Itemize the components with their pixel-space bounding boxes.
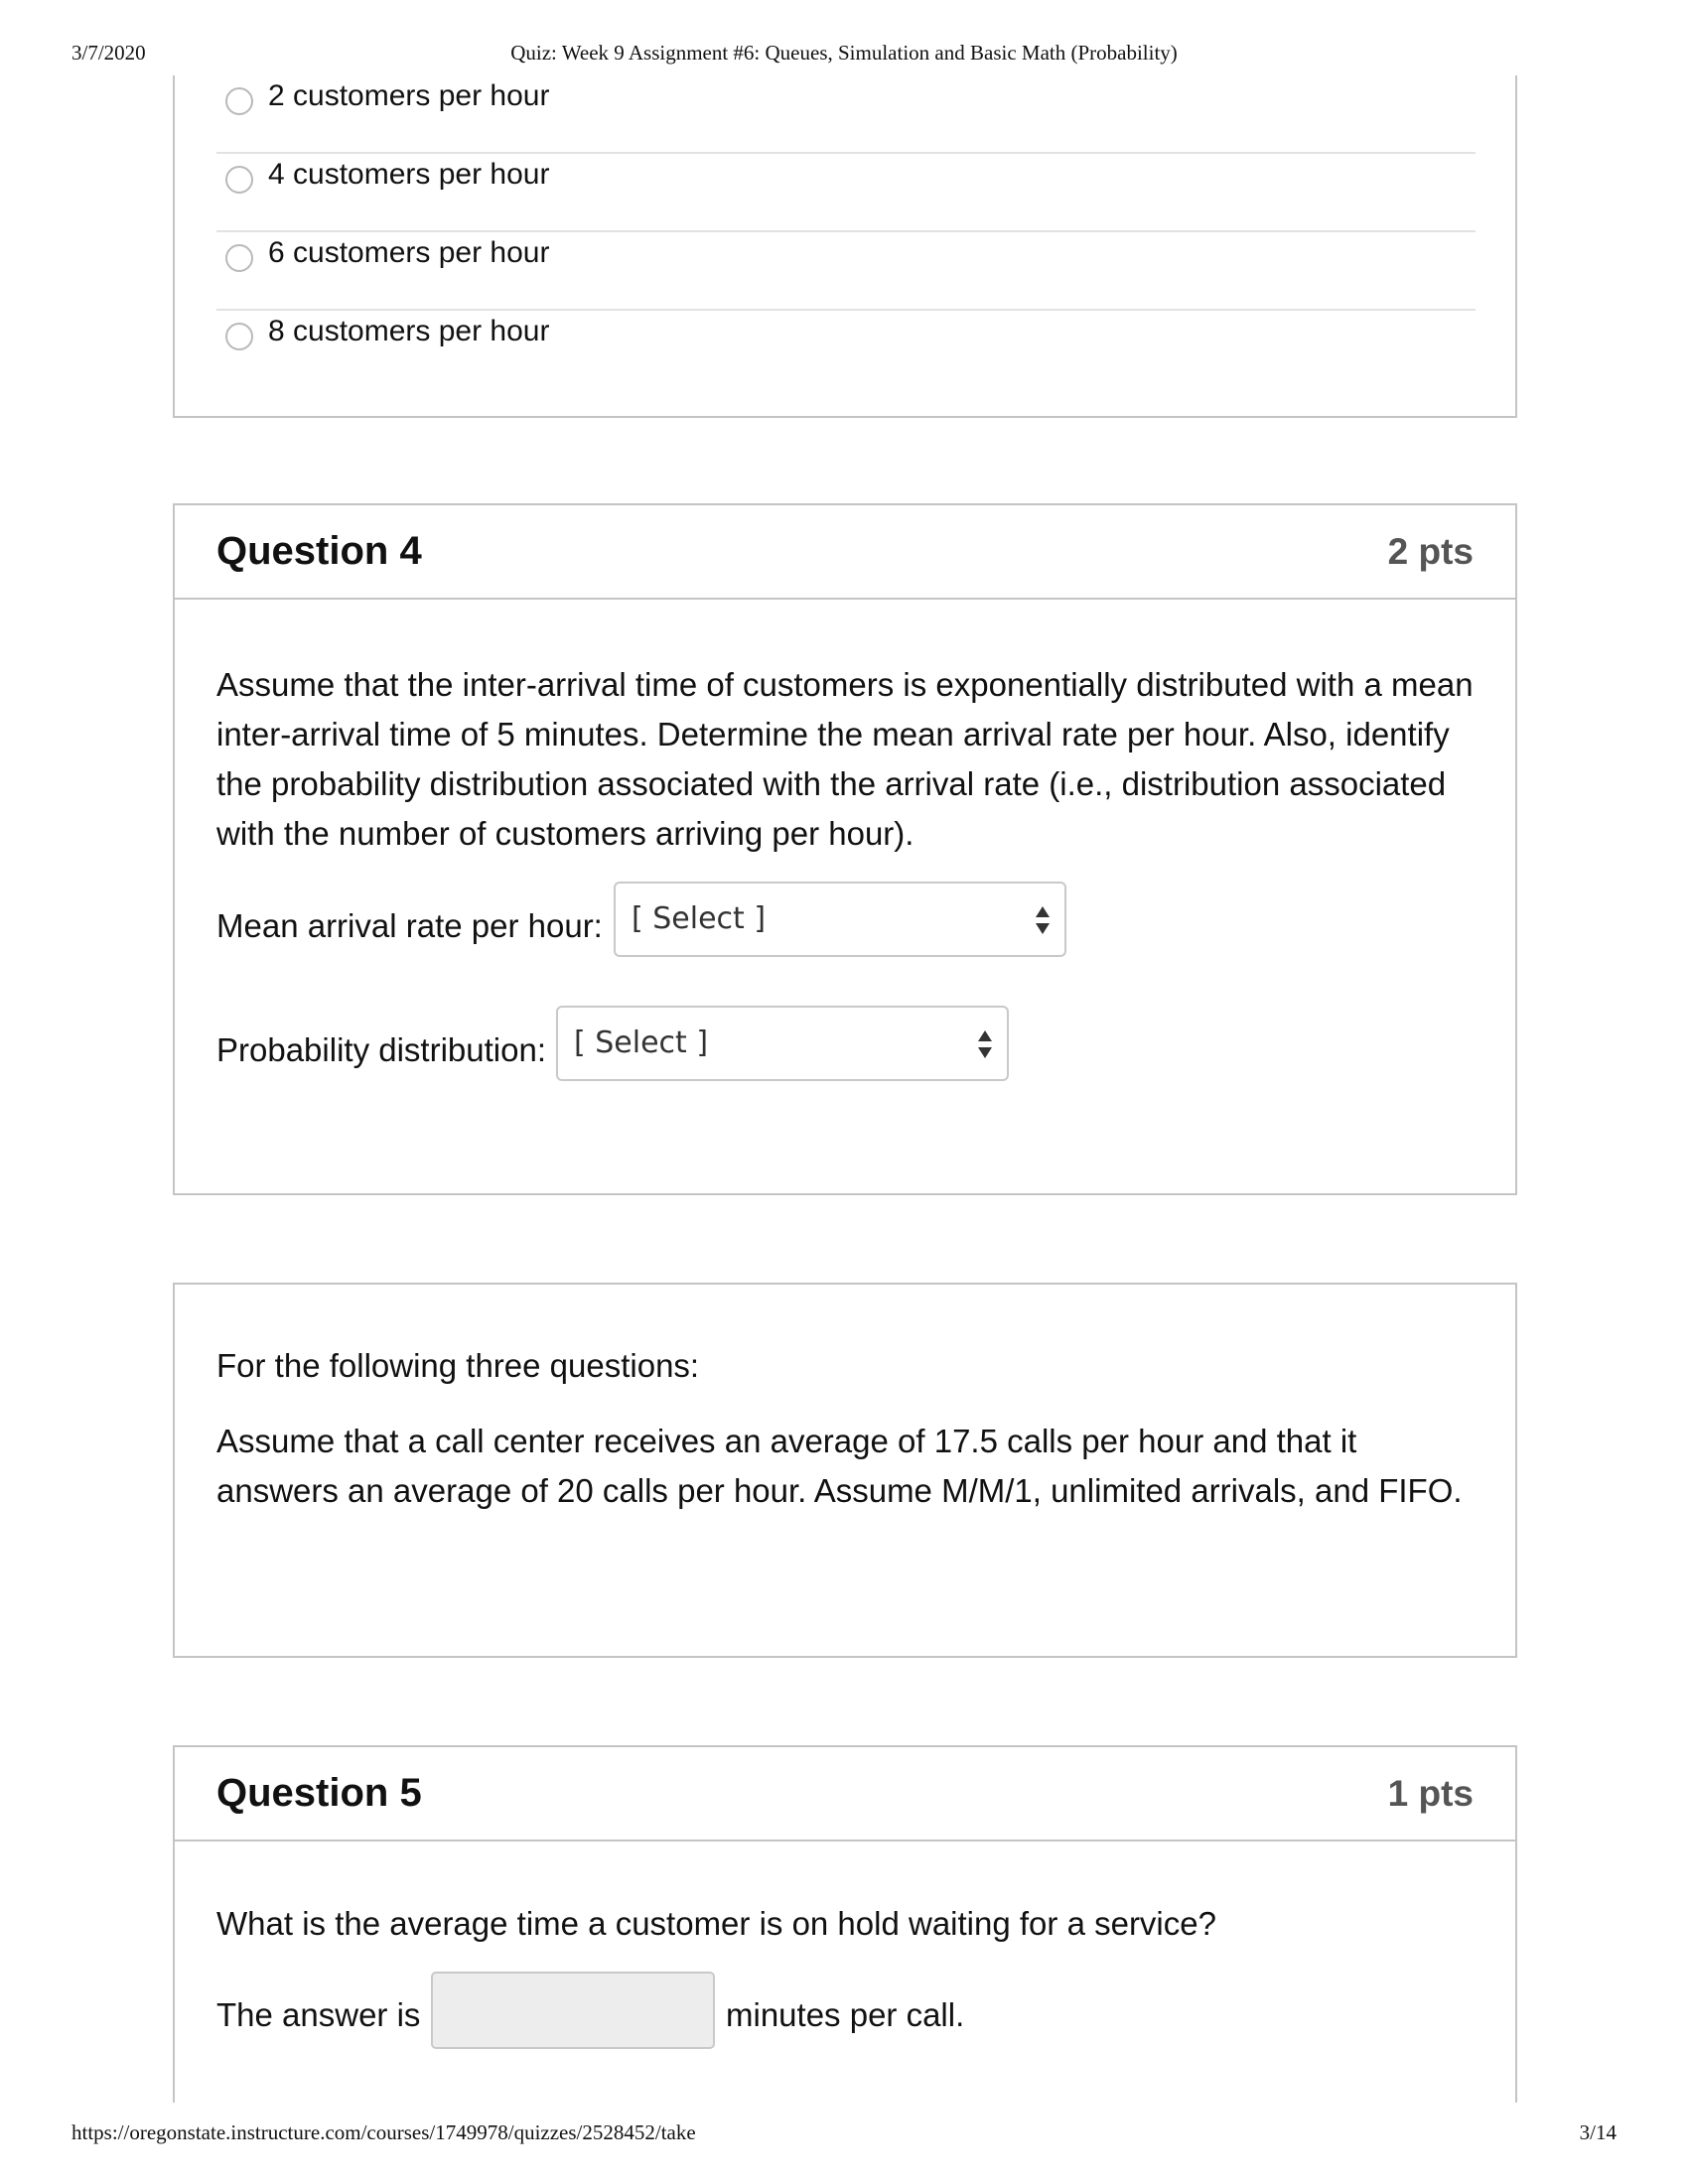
print-page-number: 3/14: [1579, 2120, 1617, 2144]
radio-button[interactable]: [225, 87, 253, 115]
question-points: 1 pts: [1387, 1773, 1474, 1814]
question-text: What is the average time a customer is on hold waiting for a service?: [216, 1905, 1216, 1942]
question-5-card: [173, 1745, 1517, 2103]
radio-button[interactable]: [225, 166, 253, 194]
question-4-card: [173, 503, 1517, 1195]
answer-label: 8 customers per hour: [268, 315, 550, 347]
mean-arrival-rate-label: Mean arrival rate per hour:: [216, 907, 603, 944]
answer-suffix: minutes per call.: [726, 1996, 965, 2033]
print-url: https://oregonstate.instructure.com/courses/1749978/quizzes/2528452/take: [71, 2120, 696, 2144]
answer-label: 2 customers per hour: [268, 79, 550, 112]
select-value: [ Select ]: [574, 1025, 709, 1060]
question-header: [175, 1747, 1515, 1842]
select-arrows-icon: [977, 1027, 993, 1061]
question-points: 2 pts: [1387, 531, 1474, 572]
answer-option[interactable]: [216, 311, 1476, 389]
probability-distribution-label: Probability distribution:: [216, 1031, 546, 1068]
answer-prefix: The answer is: [216, 1996, 421, 2033]
question-title: Question 5: [216, 1771, 422, 1815]
question-title: Question 4: [216, 529, 422, 573]
print-date: 3/7/2020: [71, 41, 146, 65]
answer-option[interactable]: [216, 75, 1476, 154]
radio-button[interactable]: [225, 244, 253, 272]
answer-label: 4 customers per hour: [268, 158, 550, 191]
shared-context-card: [173, 1283, 1517, 1658]
answer-option[interactable]: [216, 154, 1476, 232]
mean-arrival-rate-select[interactable]: [614, 882, 1066, 957]
select-value: [ Select ]: [632, 901, 767, 936]
context-text: Assume that a call center receives an average of 17.5 calls per hour and that it answers an average of 20 calls per hour. Assume M/M/1, unlimited arrivals, and FIFO.: [216, 1423, 1463, 1509]
context-intro: For the following three questions:: [216, 1347, 700, 1384]
question-text: Assume that the inter-arrival time of customers is exponentially distributed with a mean inter-arrival time of 5 minutes. Determine the mean arrival rate per hour. Also, identify the probability distribution associated with the arrival rate (i.e., distribution associated with the number of customers arriving per hour).: [216, 666, 1474, 852]
answer-option[interactable]: [216, 232, 1476, 311]
question-header: [175, 505, 1515, 600]
select-arrows-icon: [1035, 903, 1051, 937]
radio-button[interactable]: [225, 323, 253, 350]
print-page-title: Quiz: Week 9 Assignment #6: Queues, Simulation and Basic Math (Probability): [510, 41, 1178, 65]
answer-input[interactable]: [431, 1972, 715, 2049]
answer-label: 6 customers per hour: [268, 236, 550, 269]
probability-distribution-select[interactable]: [556, 1006, 1009, 1081]
question-3-answers-card: [173, 75, 1517, 418]
